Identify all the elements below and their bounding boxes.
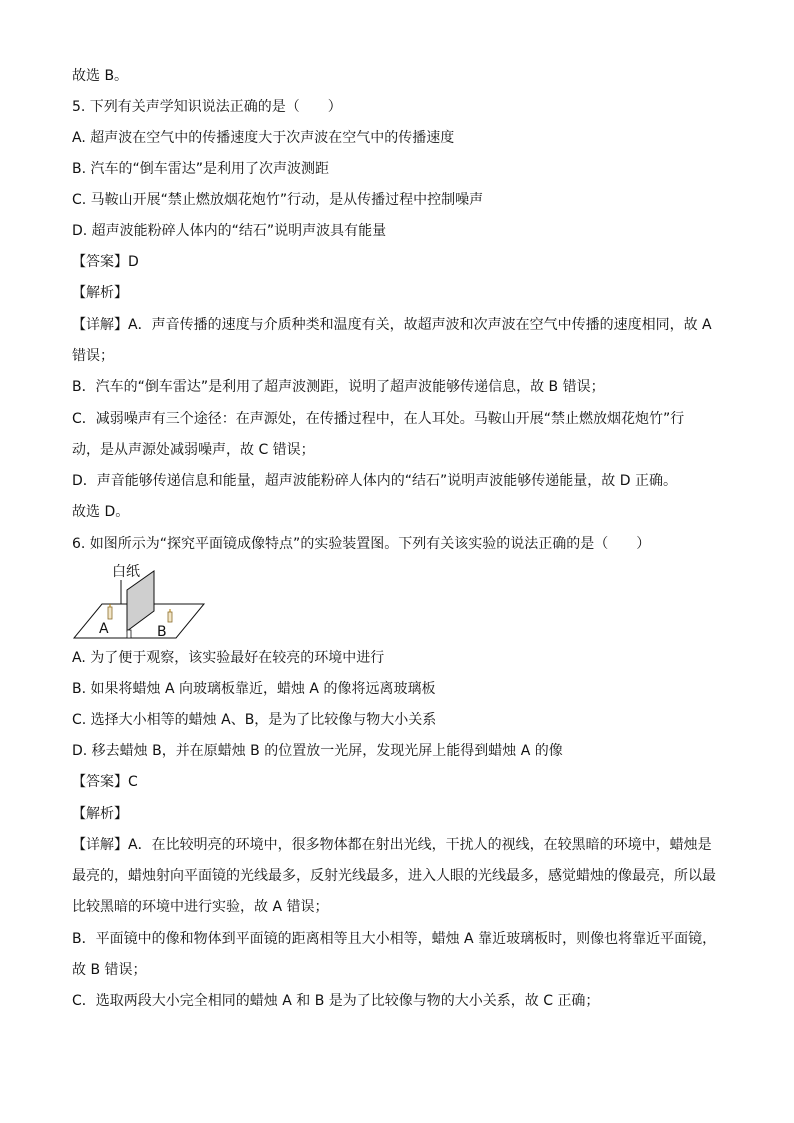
candle-b-label: B <box>157 624 167 640</box>
explanation-line: 比较黑暗的环境中进行实验，故 A 错误； <box>72 899 329 915</box>
explanation-line: 【详解】A．在比较明亮的环境中，很多物体都在射出光线，干扰人的视线，在较黑暗的环境中，蜡烛是 <box>72 837 712 853</box>
candle-a <box>108 607 112 619</box>
option-a: A. 超声波在空气中的传播速度大于次声波在空气中的传播速度 <box>72 130 455 146</box>
explanation-line: 故 B 错误； <box>72 962 147 978</box>
question-5: 5. 下列有关声学知识说法正确的是（ ） <box>72 99 342 115</box>
explanation-line: D．声音能够传递信息和能量，超声波能粉碎人体内的“结石”说明声波能够传递能量，故 D 正确。 <box>72 473 677 489</box>
text-line: 故选 B。 <box>72 68 129 84</box>
option-d: D. 超声波能粉碎人体内的“结石”说明声波具有能量 <box>72 223 387 239</box>
text-line: 故选 D。 <box>72 504 130 520</box>
explanation-line: 最亮的，蜡烛射向平面镜的光线最多，反射光线最多，进入人眼的光线最多，感觉蜡烛的像最亮，所以最 <box>72 868 716 884</box>
analysis-label: 【解析】 <box>72 806 128 822</box>
option-c: C. 选择大小相等的蜡烛 A、B，是为了比较像与物大小关系 <box>72 712 437 728</box>
explanation-line: C．减弱噪声有三个途径：在声源处，在传播过程中，在人耳处。马鞍山开展“禁止燃放烟花炮竹”行 <box>72 411 685 427</box>
option-d: D. 移去蜡烛 B，并在原蜡烛 B 的位置放一光屏，发现光屏上能得到蜡烛 A 的像 <box>72 743 563 759</box>
explanation-line: C．选取两段大小完全相同的蜡烛 A 和 B 是为了比较像与物的大小关系，故 C 正确； <box>72 993 600 1009</box>
explanation-line: B．汽车的“倒车雷达”是利用了超声波测距，说明了超声波能够传递信息，故 B 错误； <box>72 379 605 395</box>
paper-label: 白纸 <box>112 564 140 580</box>
candle-a-label: A <box>99 621 109 637</box>
glass-plate <box>127 571 154 631</box>
explanation-line: 动，是从声源处减弱噪声，故 C 错误； <box>72 442 315 458</box>
option-b: B. 汽车的“倒车雷达”是利用了次声波测距 <box>72 161 330 177</box>
explanation-line: 错误； <box>72 348 114 364</box>
option-a: A. 为了便于观察，该实验最好在较亮的环境中进行 <box>72 650 385 666</box>
mirror-experiment-figure <box>72 560 207 642</box>
answer-label: 【答案】D <box>72 254 139 270</box>
explanation-line: 【详解】A．声音传播的速度与介质种类和温度有关，故超声波和次声波在空气中传播的速度相同，故 A <box>72 317 712 333</box>
question-6: 6. 如图所示为“探究平面镜成像特点”的实验装置图。下列有关该实验的说法正确的是（ ） <box>72 536 651 552</box>
explanation-line: B．平面镜中的像和物体到平面镜的距离相等且大小相等，蜡烛 A 靠近玻璃板时，则像也将靠近平面镜， <box>72 931 717 947</box>
answer-label: 【答案】C <box>72 774 138 790</box>
option-b: B. 如果将蜡烛 A 向玻璃板靠近，蜡烛 A 的像将远离玻璃板 <box>72 681 436 697</box>
option-c: C. 马鞍山开展“禁止燃放烟花炮竹”行动，是从传播过程中控制噪声 <box>72 192 484 208</box>
analysis-label: 【解析】 <box>72 285 128 301</box>
candle-b <box>168 612 172 622</box>
